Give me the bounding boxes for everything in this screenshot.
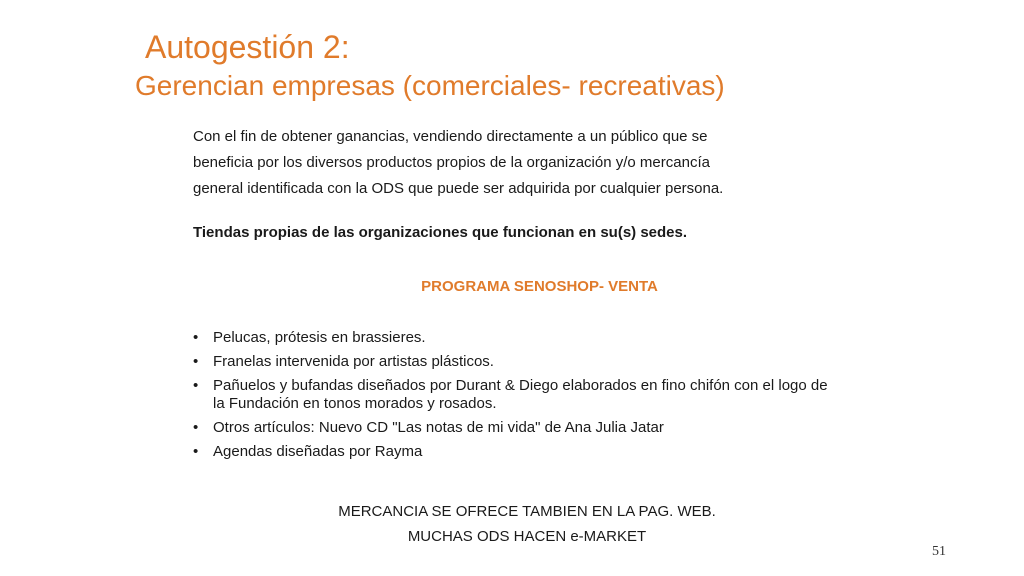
page-number: 51: [932, 544, 946, 559]
stores-line: Tiendas propias de las organizaciones que funcionan en su(s) sedes.: [193, 224, 688, 241]
footer-line-2: MUCHAS ODS HACEN e-MARKET: [407, 528, 647, 545]
program-heading-row: [0, 278, 1024, 295]
list-item: [193, 419, 843, 437]
intro-line-2: beneficia por los diversos productos propios de la organización y/o mercancía: [193, 154, 710, 171]
program-heading: PROGRAMA SENOSHOP- VENTA: [421, 278, 658, 295]
footer-line-1: MERCANCIA SE OFRECE TAMBIEN EN LA PAG. WEB.: [338, 503, 716, 520]
product-list: [193, 329, 843, 467]
slide-title: Autogestión 2:: [145, 29, 350, 65]
bullet-icon: •: [193, 377, 199, 394]
bullet-icon: •: [193, 353, 199, 370]
list-item-text: Agendas diseñadas por Rayma: [213, 443, 423, 460]
intro-text-block: [193, 124, 813, 246]
list-item: [193, 353, 843, 371]
list-item-text: Otros artículos: Nuevo CD "Las notas de mi vida" de Ana Julia Jatar: [213, 419, 664, 436]
intro-line-3: general identificada con la ODS que puede ser adquirida por cualquier persona.: [193, 180, 724, 197]
list-item-text: Pañuelos y bufandas diseñados por Durant & Diego elaborados en fino chifón con el logo de la Fundación en tonos morados y rosados.: [213, 377, 828, 412]
intro-line-1: Con el fin de obtener ganancias, vendiendo directamente a un público que se: [193, 128, 708, 145]
slide-subtitle: Gerencian empresas (comerciales- recreativas): [135, 70, 725, 101]
list-item-text: Franelas intervenida por artistas plásticos.: [213, 353, 494, 370]
list-item: [193, 377, 843, 413]
bullet-icon: •: [193, 443, 199, 460]
list-item: [193, 329, 843, 347]
bullet-icon: •: [193, 419, 199, 436]
list-item: [193, 443, 843, 461]
bullet-icon: •: [193, 329, 199, 346]
list-item-text: Pelucas, prótesis en brassieres.: [213, 329, 426, 346]
